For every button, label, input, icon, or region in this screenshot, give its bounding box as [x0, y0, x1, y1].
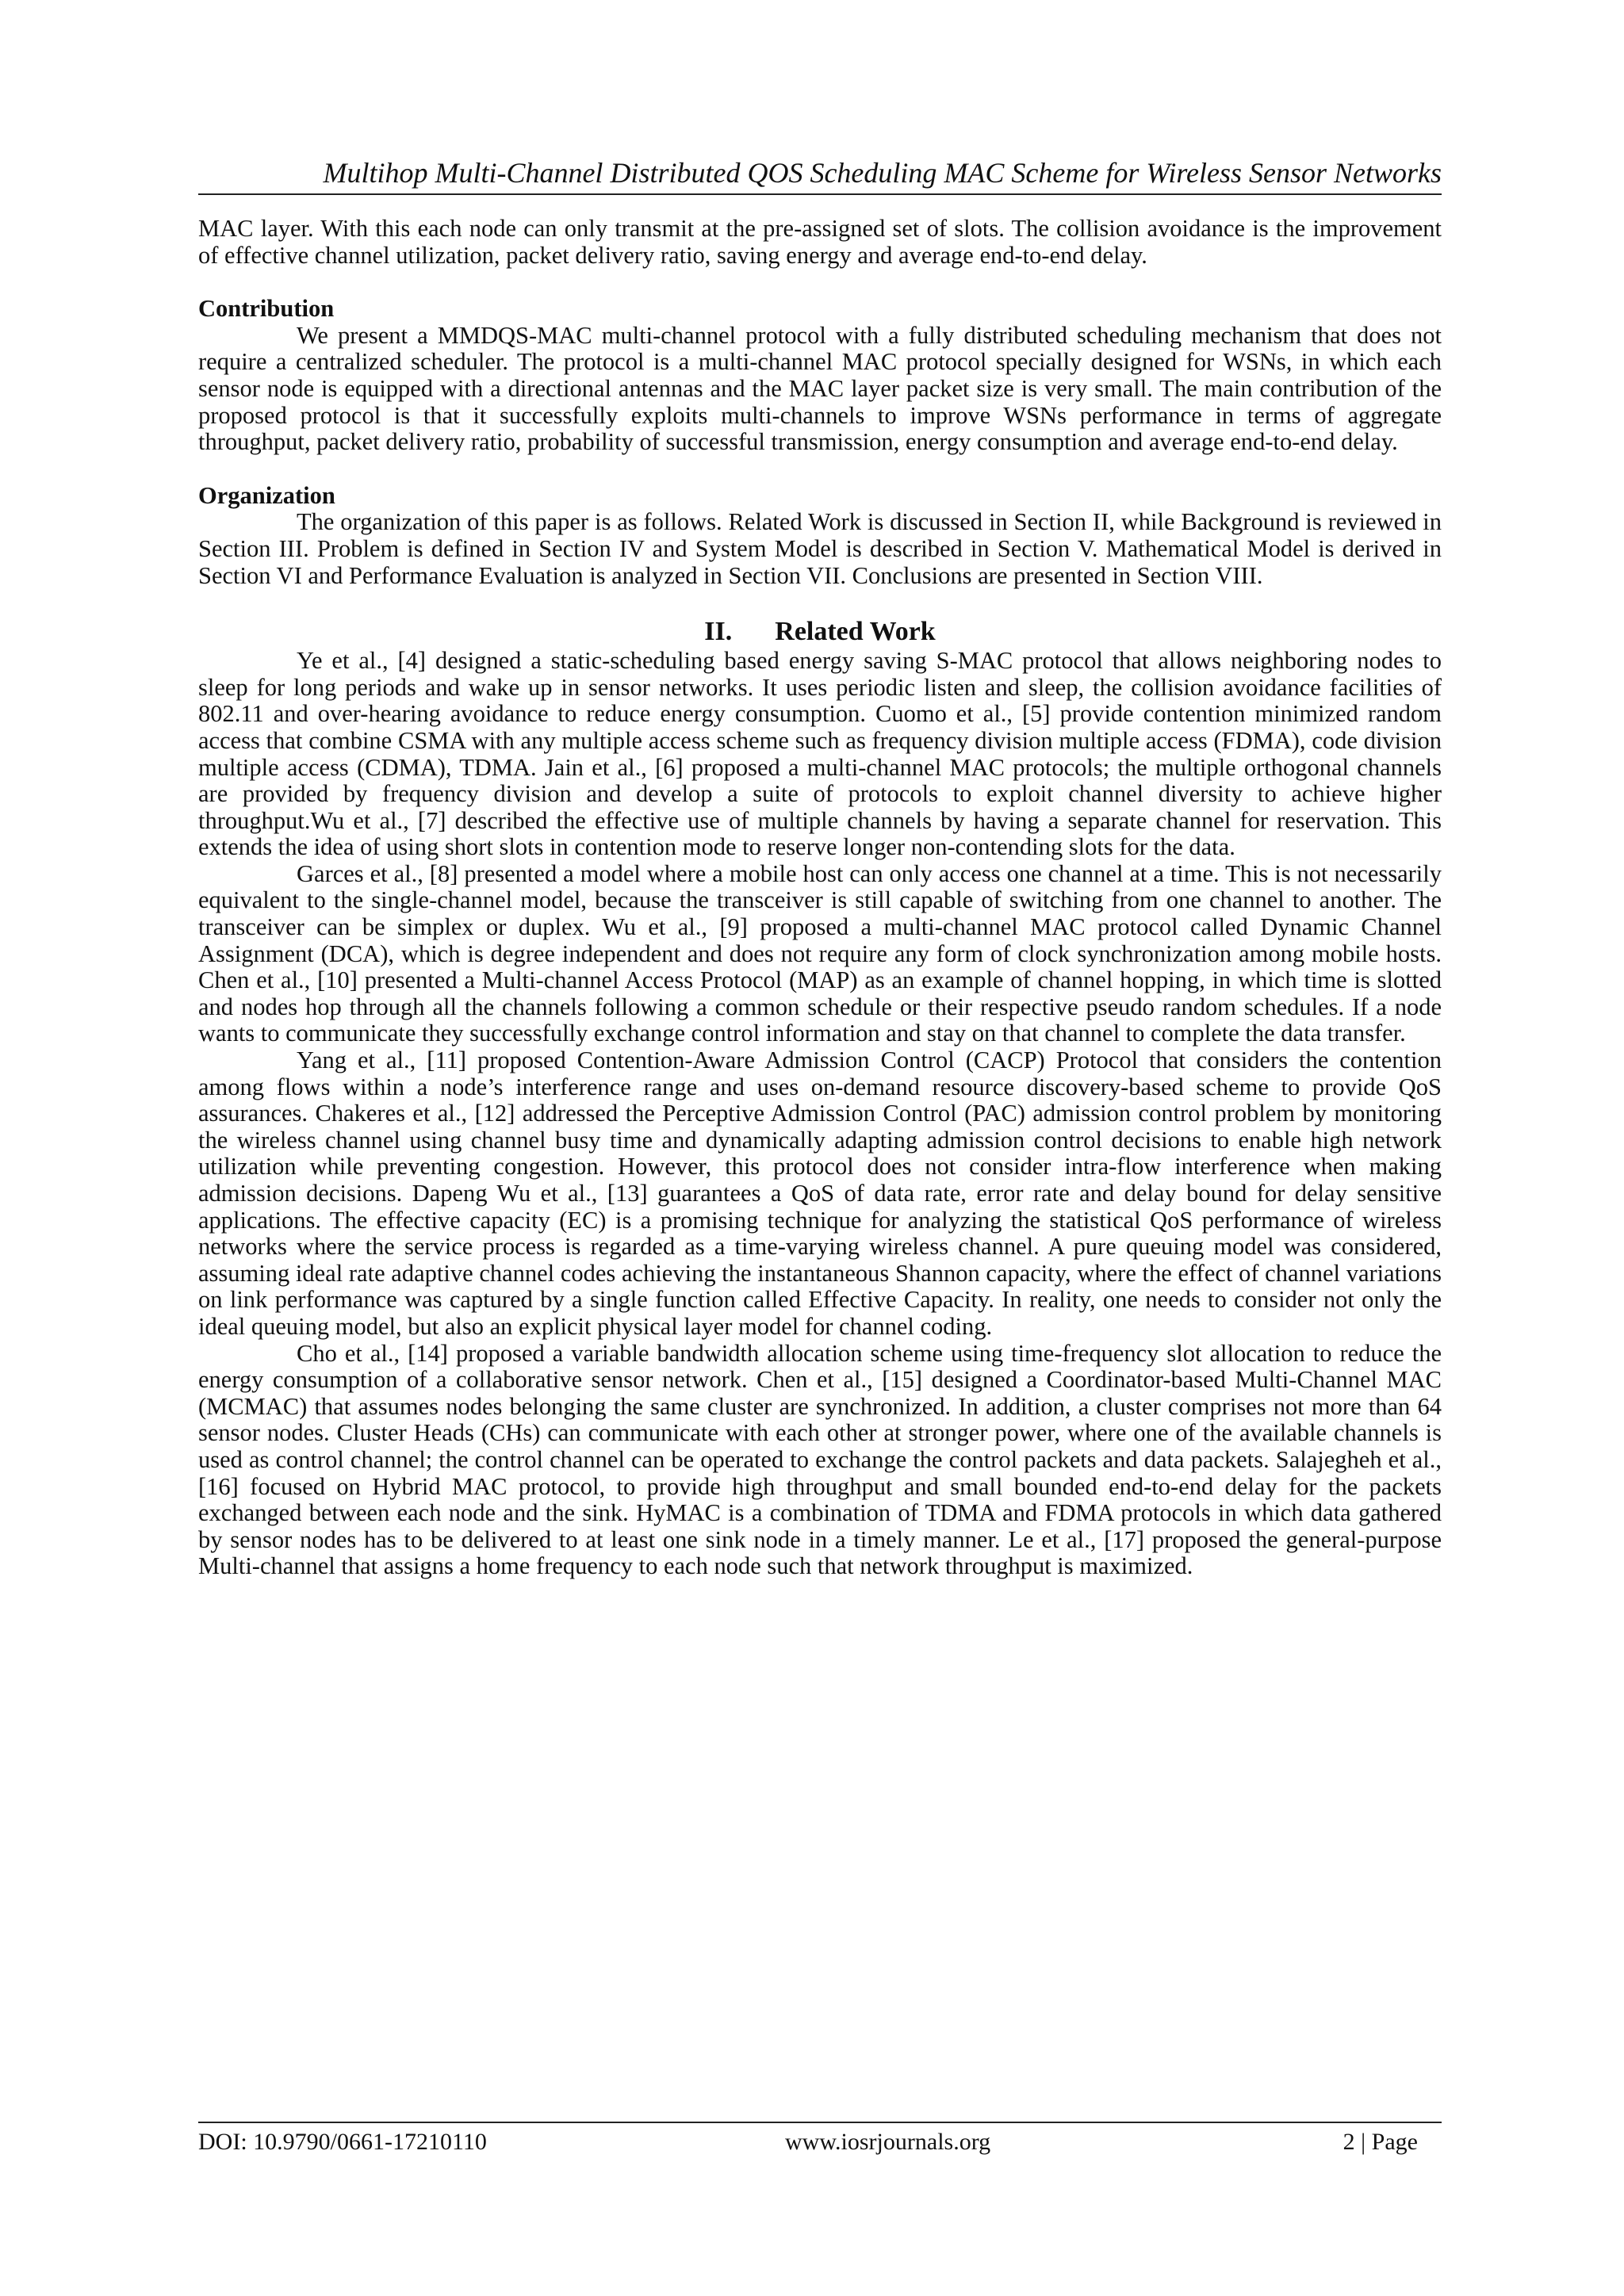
- related-work-paragraph: Cho et al., [14] proposed a variable bandwidth allocation scheme using time-frequency slot allocation to reduce the energy consumption of a collaborative sensor network. Chen et al., [15] designed a Coordinator-based Multi-Channel MAC (MCMAC) that assumes nodes belonging the same cluster are synchronized. In addition, a cluster comprises not more than 64 sensor nodes. Cluster Heads (CHs) can communicate with each other at stronger power, where one of the available channels is used as control channel; the control channel can be operated to exchange the control packets and data packets. Salajegheh et al., [16] focused on Hybrid MAC protocol, to provide high throughput and small bounded end-to-end delay for the packets exchanged between each node and the sink. HyMAC is a combination of TDMA and FDMA protocols in which data gathered by sensor nodes has to be delivered to at least one sink node in a timely manner. Le et al., [17] proposed the general-purpose Multi-channel that assigns a home frequency to each node such that network throughput is maximized.: [198, 1339, 1442, 1580]
- related-work-paragraph: Yang et al., [11] proposed Contention-Aware Admission Control (CACP) Protocol that considers the contention among flows within a node’s interference range and uses on-demand resource discovery-based scheme to provide QoS assurances. Chakeres et al., [12] addressed the Perceptive Admission Control (PAC) admission control problem by monitoring the wireless channel using channel busy time and dynamically adapting admission control decisions to enable high network utilization while preventing congestion. However, this protocol does not consider intra-flow interference when making admission decisions. Dapeng Wu et al., [13] guarantees a QoS of data rate, error rate and delay bound for delay sensitive applications. The effective capacity (EC) is a promising technique for analyzing the statistical QoS performance of wireless networks where the service process is regarded as a time-varying wireless channel. A pure queuing model was considered, assuming ideal rate adaptive channel codes achieving the instantaneous Shannon capacity, where the effect of channel variations on link performance was captured by a single function called Effective Capacity. In reality, one needs to consider not only the ideal queuing model, but also an explicit physical layer model for channel coding.: [198, 1047, 1442, 1340]
- footer-page-number: 2 | Page: [1342, 2129, 1418, 2155]
- section-title-text: Related Work: [775, 617, 936, 647]
- paragraph-gap: [198, 456, 1442, 483]
- section-number: II.: [704, 617, 733, 647]
- page-body: [198, 216, 1442, 1580]
- footer-doi: DOI: 10.9790/0661-17210110: [198, 2129, 487, 2155]
- contribution-paragraph: We present a MMDQS-MAC multi-channel protocol with a fully distributed scheduling mechanism that does not require a centralized scheduler. The protocol is a multi-channel MAC protocol specially designed for WSNs, in which each sensor node is equipped with a directional antennas and the MAC layer packet size is very small. The main contribution of the proposed protocol is that it successfully exploits multi-channels to improve WSNs performance in terms of aggregate throughput, packet delivery ratio, probability of successful transmission, energy consumption and average end-to-end delay.: [198, 321, 1442, 456]
- footer-rule: [198, 2122, 1442, 2123]
- organization-heading: Organization: [198, 481, 335, 509]
- intro-continuation-paragraph: MAC layer. With this each node can only transmit at the pre-assigned set of slots. The collision avoidance is the improvement of effective channel utilization, packet delivery ratio, saving energy and average end-to-end delay.: [198, 215, 1442, 269]
- organization-paragraph: The organization of this paper is as follows. Related Work is discussed in Section II, while Background is reviewed in Section III. Problem is defined in Section IV and System Model is described in Section V. Mathematical Model is derived in Section VI and Performance Evaluation is analyzed in Section VII. Conclusions are presented in Section VIII.: [198, 508, 1442, 589]
- related-work-paragraph: Ye et al., [4] designed a static-scheduling based energy saving S-MAC protocol that allows neighboring nodes to sleep for long periods and wake up in sensor networks. It uses periodic listen and sleep, the collision avoidance facilities of 802.11 and over-hearing avoidance to reduce energy consumption. Cuomo et al., [5] provide contention minimized random access that combine CSMA with any multiple access scheme such as frequency division multiple access (FDMA), code division multiple access (CDMA), TDMA. Jain et al., [6] proposed a multi-channel MAC protocols; the multiple orthogonal channels are provided by frequency division and develop a suite of protocols to exploit channel diversity to achieve higher throughput.Wu et al., [7] described the effective use of multiple channels by having a separate channel for reservation. This extends the idea of using short slots in contention mode to reserve longer non-contending slots for the data.: [198, 647, 1442, 861]
- footer-website: www.iosrjournals.org: [785, 2129, 991, 2155]
- paragraph-gap: [198, 269, 1442, 296]
- header-rule: [198, 193, 1442, 195]
- section-heading-related-work: [198, 616, 1442, 648]
- contribution-heading: Contribution: [198, 295, 335, 323]
- running-header: Multihop Multi-Channel Distributed QOS Scheduling MAC Scheme for Wireless Sensor Networks: [323, 157, 1442, 189]
- related-work-paragraph: Garces et al., [8] presented a model where a mobile host can only access one channel at a time. This is not necessarily equivalent to the single-channel model, because the transceiver is still capable of switching from one channel to another. The transceiver can be simplex or duplex. Wu et al., [9] proposed a multi-channel MAC protocol called Dynamic Channel Assignment (DCA), which is degree independent and does not require any form of clock synchronization among mobile hosts. Chen et al., [10] presented a Multi-channel Access Protocol (MAP) as an example of channel hopping, in which time is slotted and nodes hop through all the channels following a common schedule or their respective pseudo random schedules. If a node wants to communicate they successfully exchange control information and stay on that channel to complete the data transfer.: [198, 859, 1442, 1047]
